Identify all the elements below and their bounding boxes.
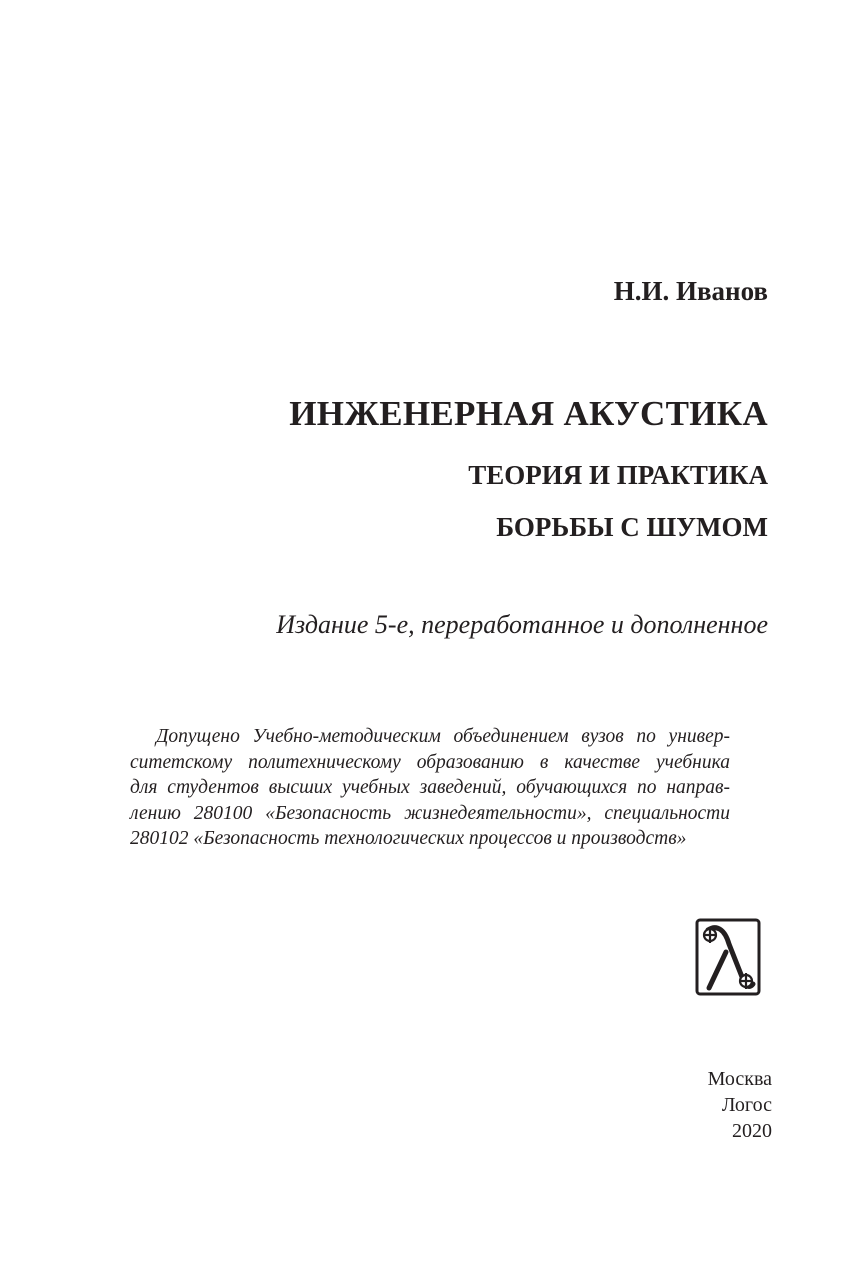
approval-line: 280102 «Безопасность технологических процессов и производств» (130, 828, 687, 849)
approval-line: ситетскому политехническому образованию в качестве учебника (130, 751, 730, 773)
imprint-city: Москва (707, 1068, 772, 1090)
imprint-publisher: Логос (721, 1094, 772, 1116)
publisher-logo (695, 918, 761, 996)
approval-line: для студентов высших учебных заведений, обучающихся по направ- (130, 777, 730, 798)
imprint (708, 1066, 772, 1144)
approval-statement (130, 724, 730, 852)
book-subtitle-line-2: БОРЬБЫ С ШУМОМ (496, 512, 768, 542)
lambda-logo-icon (695, 918, 761, 996)
approval-line: лению 280100 «Безопасность жизнедеятельности», специальности (130, 802, 730, 824)
edition-note: Издание 5-е, переработанное и дополненное (276, 610, 768, 639)
author-name: Н.И. Иванов (613, 276, 768, 306)
book-title: ИНЖЕНЕРНАЯ АКУСТИКА (289, 394, 768, 433)
imprint-year: 2020 (732, 1120, 772, 1142)
approval-line: Допущено Учебно-методическим объединением вузов по универ- (156, 726, 730, 747)
book-subtitle-line-1: ТЕОРИЯ И ПРАКТИКА (468, 460, 768, 490)
